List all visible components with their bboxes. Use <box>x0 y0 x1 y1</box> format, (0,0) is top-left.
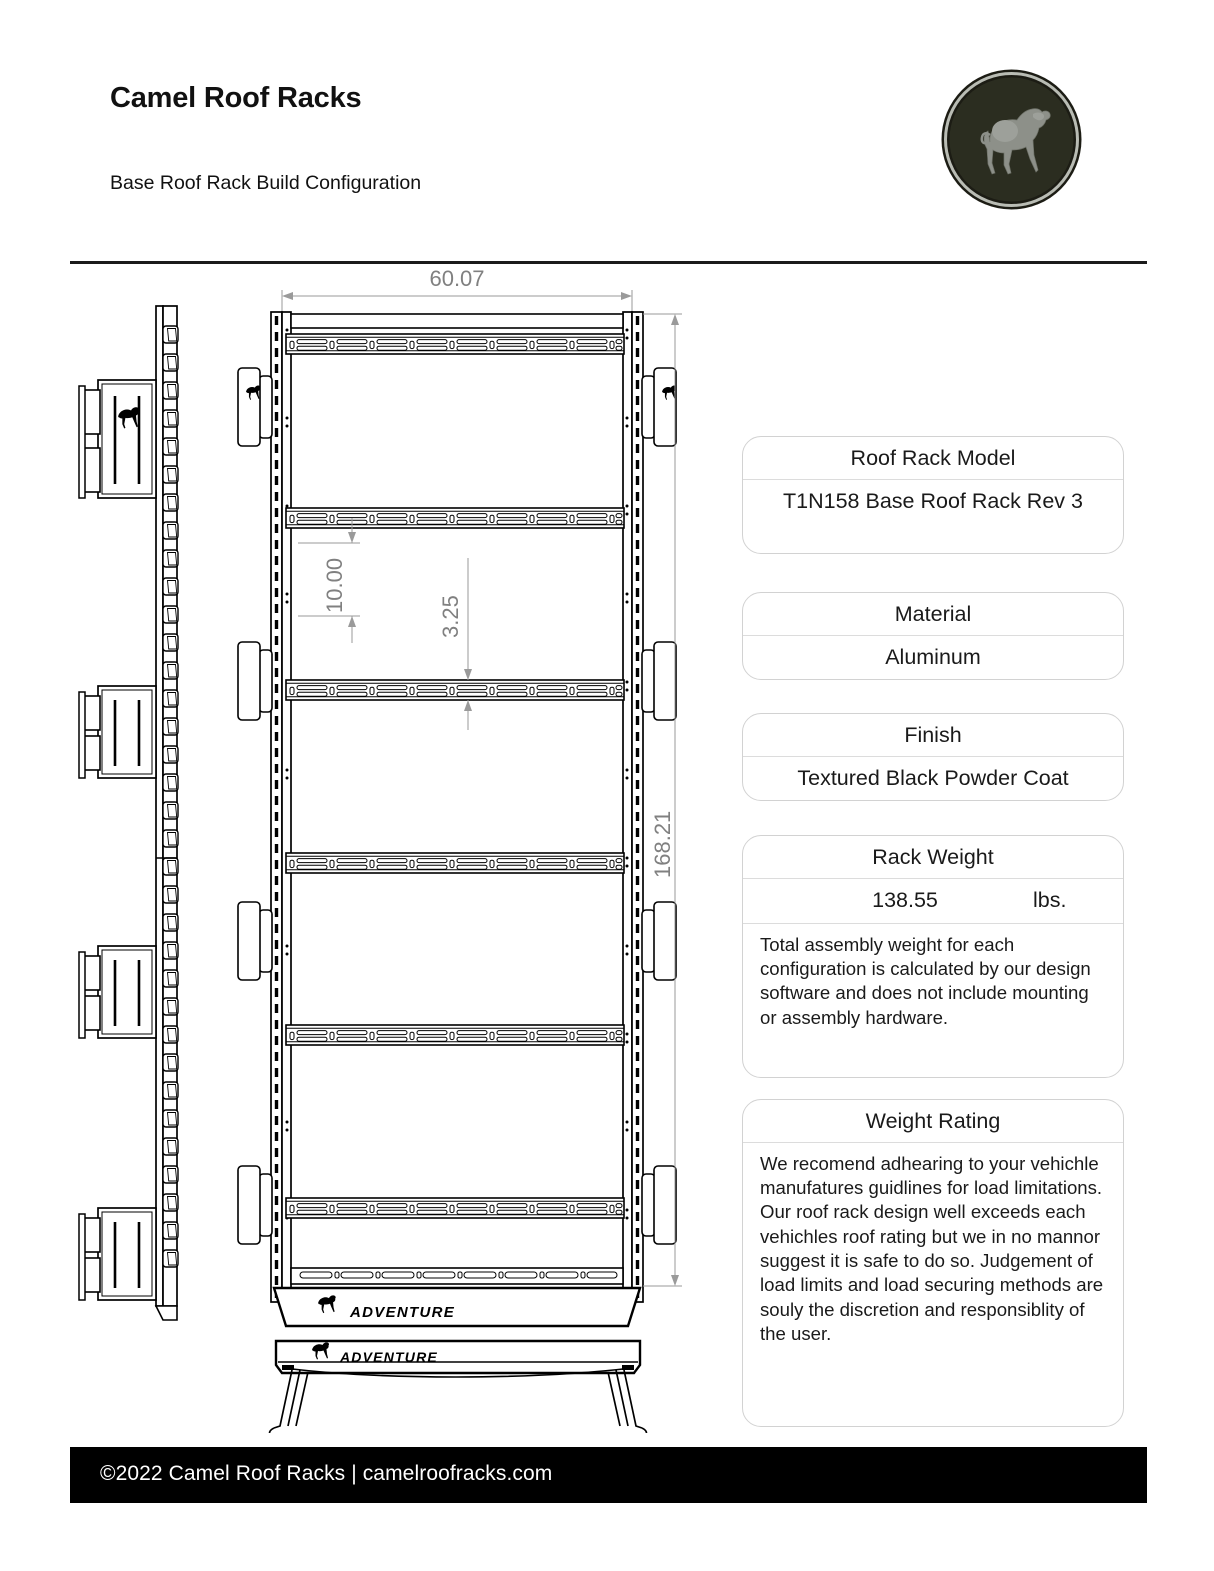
crossbar-row <box>286 1025 624 1045</box>
document-subtitle: Base Roof Rack Build Configuration <box>110 172 422 194</box>
brand-fairing-plate <box>274 1288 640 1326</box>
crossbar-row <box>286 1198 624 1218</box>
spec-weight-note: Total assembly weight for each configuration is calculated by our design software and does not include mounting or assembly hardware. <box>760 933 1091 1028</box>
mount-bracket <box>79 1208 156 1300</box>
mount-bracket <box>79 946 156 1038</box>
mount-bracket <box>79 686 156 778</box>
fairing-brand-text: ADVENTURE <box>350 1304 456 1321</box>
dimension-label-thickness: 3.25 <box>438 595 463 638</box>
crossbar-row <box>286 853 624 873</box>
mount-bracket <box>79 380 156 498</box>
spec-weight-row <box>743 879 1123 923</box>
spec-weight-value: 138.55 <box>872 887 938 912</box>
crossbar-row <box>286 680 624 700</box>
side-elevation-view <box>79 306 178 1320</box>
top-plan-view <box>238 290 682 1326</box>
spec-card-weight <box>742 835 1124 1078</box>
spec-finish-value: Textured Black Powder Coat <box>797 765 1069 790</box>
spec-material-title: Material <box>894 602 972 626</box>
spec-card-finish <box>742 713 1124 801</box>
spec-material-value: Aluminum <box>885 644 981 669</box>
crossbar-row <box>286 334 624 354</box>
spec-rating-title: Weight Rating <box>865 1109 1001 1133</box>
dimension-16821 <box>643 314 682 1286</box>
technical-drawing <box>60 268 720 1433</box>
spec-weight-title: Rack Weight <box>872 845 994 869</box>
spec-card-model <box>742 436 1124 554</box>
dimension-label-width: 60.07 <box>429 268 485 291</box>
crossbar-row-bottom <box>291 1268 623 1284</box>
footer-text: ©2022 Camel Roof Racks | camelroofracks.com <box>100 1462 553 1485</box>
page-title: Camel Roof Racks <box>110 82 362 114</box>
spec-model-value: T1N158 Base Roof Rack Rev 3 <box>783 488 1083 513</box>
camel-badge-icon <box>941 69 1082 210</box>
front-elevation-view <box>270 1341 647 1433</box>
spec-card-material <box>742 592 1124 680</box>
dimension-label-length: 168.21 <box>650 810 675 878</box>
spec-rating-note: We recomend adhearing to your vehichle manufatures guidlines for load limitations. Our roof rack design well exceeds each vehichles roof rating but we in no mannor suggest it is safe to do so. Judgement of load limits and load securing methods are souly the discretion and responsiblity of the user. <box>760 1152 1104 1345</box>
fairing-brand-text-front: ADVENTURE <box>340 1349 438 1365</box>
spec-model-title: Roof Rack Model <box>850 446 1016 470</box>
header-divider <box>70 261 1147 264</box>
spec-card-rating <box>742 1099 1124 1427</box>
spec-weight-unit: lbs. <box>1033 887 1067 912</box>
spec-finish-title: Finish <box>904 723 962 747</box>
crossbar-row <box>286 508 624 528</box>
dimension-label-spacing: 10.00 <box>322 557 347 613</box>
